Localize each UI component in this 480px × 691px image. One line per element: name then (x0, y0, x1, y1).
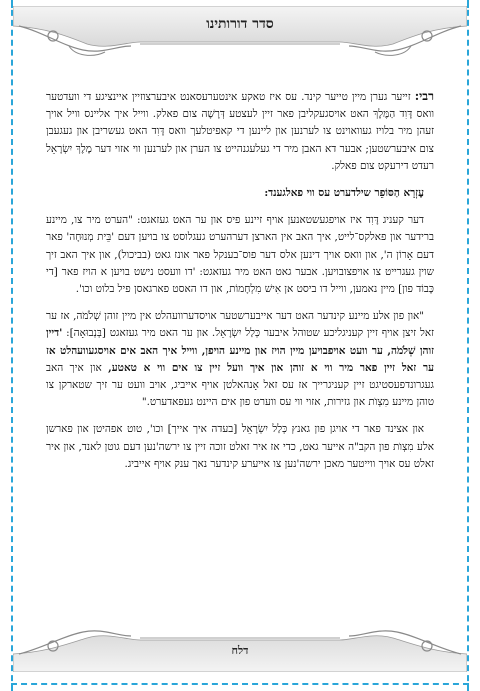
page-body (46, 88, 434, 483)
section-subheading: עֶזְרָא הַסּוֹפֵר שילדערט עס ווי פאלגענד: (264, 187, 424, 200)
page-footer (13, 624, 467, 672)
paragraph-4: און אצינד פאר די אויגן פון גאנץ כְּלַל יִשְׂרָאֵל [בעדה איך אייך] וכו', טוט אפהיטן און פארשן אלע מִצְוֺת פון הקב"ה אייער גאט, כדי אז איר זאלט זוכה זיין צו ירשה'נען דעם גוטן לאנד, און איר זאלט עס אויך ווייטער מאכן ירשה'נען צו אייערע קינדער נאך ענק אויף אייביג. (46, 423, 434, 470)
paragraph-3-rest: און איך האב געגרונדפעסטיגט זיין קעניגרייך אז עס זאל אָנהאלטן אויף אייביג, אויב וועט ער זיך שטארקן צו טוהן מיינע מִצְוֺת און גזירות, אזוי ווי עס ווערט פון אים היינט געפאדערט." (46, 361, 434, 409)
page-number: דלח (231, 644, 249, 657)
running-title: סדר דורותינו (206, 16, 274, 32)
header-ornament-icon (13, 6, 467, 66)
left-page-border (11, 0, 13, 691)
paragraph-3-lead: "און פון אלע מיינע קינדער האט דער אייבערשטער אויסדערוועהלט אין מיין זוהן שְׁלֹמֹה, אז ער זאל זיצן אויף זיין קעניגליכע שטוהל איבער כְּלַל יִשְׂרָאֵל. און ער האט מיר געזאגט [בְּנְבוּאָה]: (46, 310, 434, 340)
paragraph-1 (46, 88, 434, 175)
paragraph-3 (46, 308, 434, 411)
bottom-page-border (11, 683, 469, 685)
speaker-label: רבי: (414, 89, 434, 103)
paragraph-1-text: זייער גערן מיין טייער קינד. עס איז טאקע אינטערעסאנט איבערצוזיין איינציגע די וועדטער וואס דָּוִד הַמֶּלֶךְ האט אויסגעקליבן פאר זיין לעצטע דְּרָשָׁה צום פאלק. ווייל איך אליינס וויל אויך זעהן מיר בלויז געוואוינט צו לערנען און ליינען די קאפיטלעך וואס דָּוִד האט געשריבן און געגעבן צום איבערשטען; אבער דא האבן מיר די געלעגנהייט צו הערן און לערנען ווי אזוי דער מֶלֶךְ יִשְׂרָאֵל רעדט דירעקט צום פאלק. (46, 91, 434, 172)
paragraph-2: דער קעניג דָּוִד איז אויפגעשטאנען אויף זיינע פיס און ער האט געזאגט: "הערט מיר צו, מיינע ברידער און פאלקס־לייט, איך האב אין הארצן דערהערט געגלוסט צו בויען דעם 'בֵּית מְנוּחָה' פאר דעם אָרוֹן ה', און וואס אויך דינען אלס דער פוס־בענקל פאר אונז גאט (בביכול), און איך האב זיך שוין געגרייט צו אויפצובויען. אבער גאט האט מיר געזאגט: 'דו וועסט נישט בויען א הויז פאר [די כָּבוֹד פון] מיין נאמען, ווייל דו ביסט אן אִישׁ מִלְחָמוֹת, און דו האסט פארגאסן פיל בלוט וכו'. (46, 214, 434, 296)
page-header (13, 6, 467, 66)
paragraph-3-bold: 'דיין זוהן שְׁלֹמֹה, ער וועט אויפבויען מיין הויז און מיינע הויפן, ווייל איך האב אים אויסגעוועהלט אז ער זאל זיין פאר מיר ווי א זוהן און איך וועל זיין צו אים ווי א טאטע, (46, 327, 434, 374)
right-page-border (467, 0, 469, 691)
